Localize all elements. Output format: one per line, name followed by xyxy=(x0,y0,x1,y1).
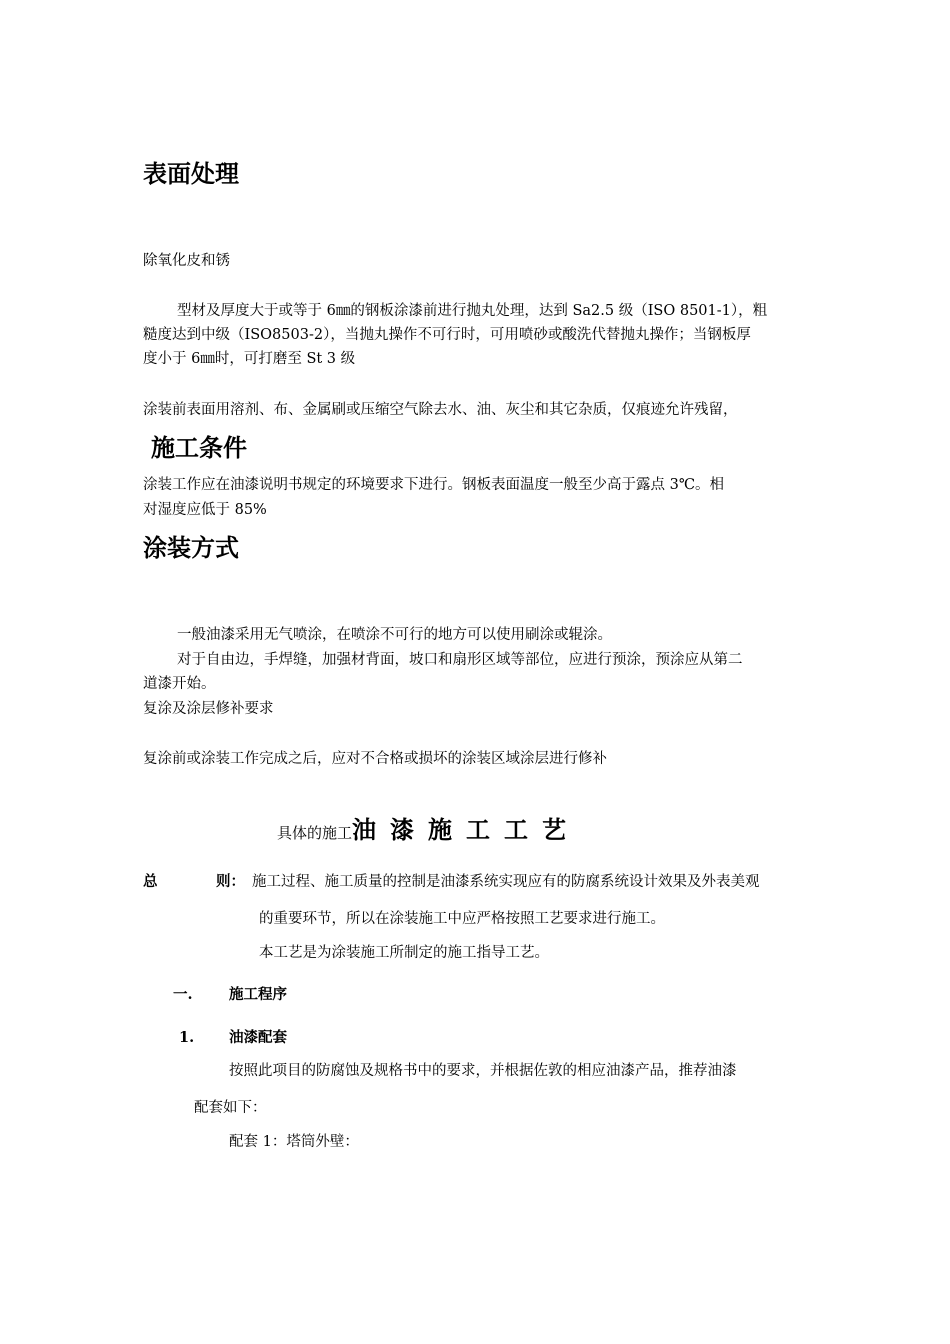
general-label-1: 总 xyxy=(143,873,158,890)
heading-coating-method: 涂装方式 xyxy=(143,534,239,562)
paragraph-line: 配套 1：塔筒外壁： xyxy=(229,1134,359,1150)
subheading-descale: 除氧化皮和锈 xyxy=(143,253,230,269)
paragraph-line: 一般油漆采用无气喷涂，在喷涂不可行的地方可以使用刷涂或辊涂。 xyxy=(177,627,612,643)
paragraph-line: 本工艺是为涂装施工所制定的施工指导工艺。 xyxy=(259,945,549,961)
title-prefix: 具体的施工 xyxy=(277,824,353,842)
paragraph-line: 配套如下： xyxy=(194,1100,267,1116)
subheading-recoat: 复涂及涂层修补要求 xyxy=(143,701,274,717)
paragraph-line: 施工过程、施工质量的控制是油漆系统实现应有的防腐系统设计效果及外表美观 xyxy=(252,874,760,890)
paragraph-line: 度小于 6㎜时，可打磨至 St 3 级 xyxy=(143,351,356,367)
paragraph-line: 涂装工作应在油漆说明书规定的环境要求下进行。钢板表面温度一般至少高于露点 3℃。相 xyxy=(143,477,725,493)
heading-surface-treatment: 表面处理 xyxy=(143,160,239,188)
paragraph-line: 按照此项目的防腐蚀及规格书中的要求，并根据佐敦的相应油漆产品，推荐油漆 xyxy=(229,1063,737,1079)
paragraph-line: 对于自由边，手焊缝，加强材背面，坡口和扇形区域等部位，应进行预涂，预涂应从第二 xyxy=(177,652,743,668)
section-title: 施工程序 xyxy=(229,986,287,1003)
paragraph-line: 的重要环节，所以在涂装施工中应严格按照工艺要求进行施工。 xyxy=(259,911,665,927)
paragraph-line: 涂装前表面用溶剂、布、金属刷或压缩空气除去水、油、灰尘和其它杂质，仅痕迹允许残留， xyxy=(143,402,738,418)
subsection-number: 1. xyxy=(179,1029,195,1046)
paragraph-line: 糙度达到中级（ISO8503-2），当抛丸操作不可行时，可用喷砂或酸洗代替抛丸操作；当钢板厚 xyxy=(143,327,751,343)
heading-conditions: 施工条件 xyxy=(151,434,247,462)
general-label-2: 则： xyxy=(216,873,245,890)
subsection-title: 油漆配套 xyxy=(229,1029,287,1046)
paragraph-line: 复涂前或涂装工作完成之后，应对不合格或损坏的涂装区域涂层进行修补 xyxy=(143,751,607,767)
document-title xyxy=(277,810,580,845)
paragraph-line: 对湿度应低于 85% xyxy=(143,502,267,518)
section-number: 一. xyxy=(173,986,193,1003)
paragraph-line: 道漆开始。 xyxy=(143,676,216,692)
paragraph-line: 型材及厚度大于或等于 6㎜的钢板涂漆前进行抛丸处理，达到 Sa2.5 级（ISO 8501-1），粗 xyxy=(177,303,768,319)
title-main: 油漆施工工艺 xyxy=(352,815,581,844)
